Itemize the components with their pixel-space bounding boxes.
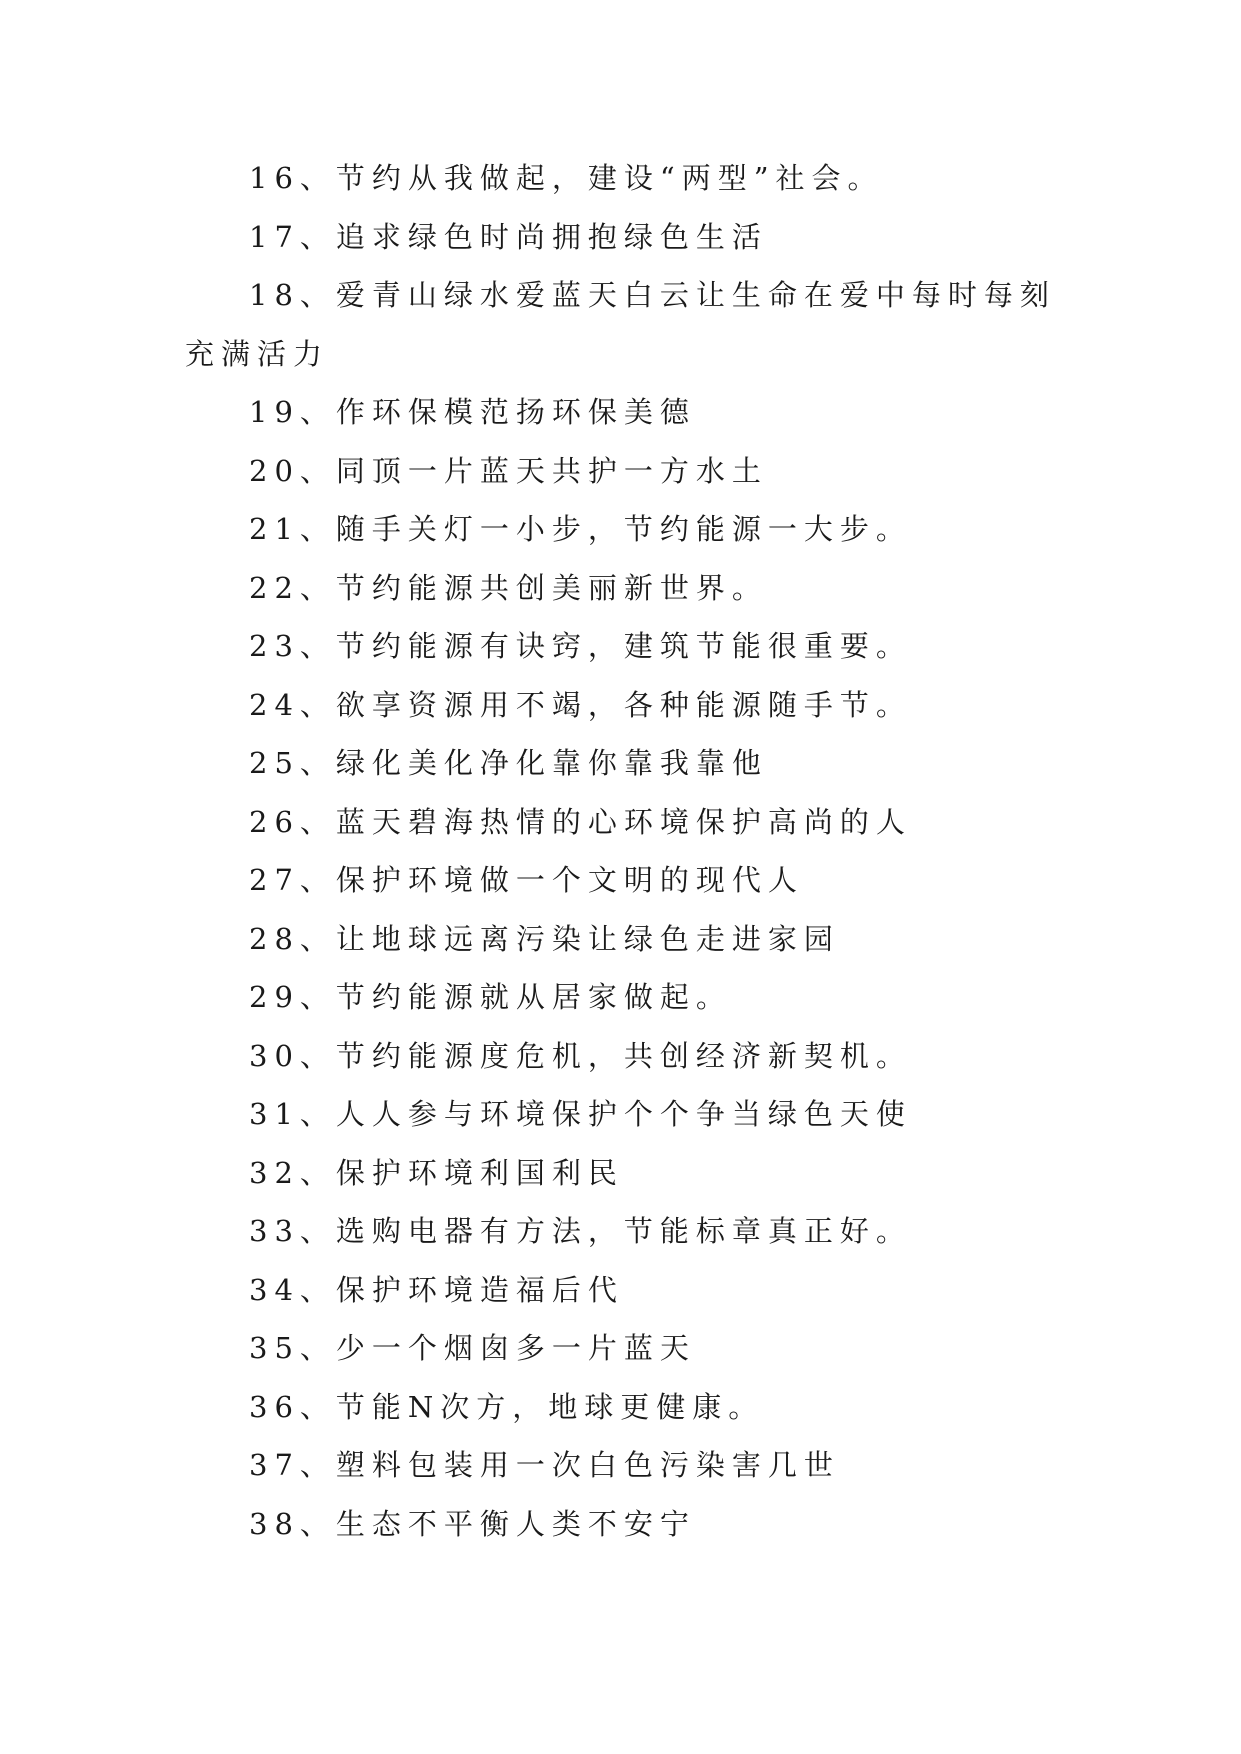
slogan-item-26: 26、蓝天碧海热情的心环境保护高尚的人 — [249, 804, 912, 839]
slogan-item-23: 23、节约能源有诀窍，建筑节能很重要。 — [249, 629, 912, 663]
slogan-item-31: 31、人人参与环境保护个个争当绿色天使 — [249, 1097, 912, 1131]
slogan-item-18: 18、爱青山绿水爱蓝天白云让生命在爱中每时每刻充满活力 — [185, 278, 1056, 371]
slogan-item-29: 29、节约能源就从居家做起。 — [249, 980, 732, 1014]
slogan-item-28: 28、让地球远离污染让绿色走进家园 — [249, 921, 840, 956]
slogan-item-35: 35、少一个烟囱多一片蓝天 — [249, 1331, 696, 1365]
slogan-item-24: 24、欲享资源用不竭，各种能源随手节。 — [249, 687, 912, 722]
slogan-item-19: 19、作环保模范扬环保美德 — [249, 395, 696, 429]
slogan-item-25: 25、绿化美化净化靠你靠我靠他 — [249, 746, 768, 780]
slogan-item-21: 21、随手关灯一小步，节约能源一大步。 — [249, 512, 912, 546]
slogan-item-30: 30、节约能源度危机，共创经济新契机。 — [249, 1038, 912, 1073]
slogan-item-32: 32、保护环境利国利民 — [249, 1155, 624, 1190]
slogan-item-27: 27、保护环境做一个文明的现代人 — [249, 863, 804, 897]
slogan-item-22: 22、节约能源共创美丽新世界。 — [249, 570, 768, 605]
slogan-item-37: 37、塑料包装用一次白色污染害几世 — [249, 1448, 840, 1482]
slogan-item-33: 33、选购电器有方法，节能标章真正好。 — [249, 1214, 912, 1248]
slogan-item-17: 17、追求绿色时尚拥抱绿色生活 — [249, 219, 768, 254]
slogan-item-38: 38、生态不平衡人类不安宁 — [249, 1506, 696, 1541]
slogan-list — [185, 149, 1065, 1553]
slogan-item-34: 34、保护环境造福后代 — [249, 1272, 624, 1307]
slogan-item-36: 36、节能N次方，地球更健康。 — [249, 1389, 765, 1424]
slogan-item-16: 16、节约从我做起，建设“两型”社会。 — [249, 161, 884, 195]
slogan-item-20: 20、同顶一片蓝天共护一方水土 — [249, 453, 768, 488]
